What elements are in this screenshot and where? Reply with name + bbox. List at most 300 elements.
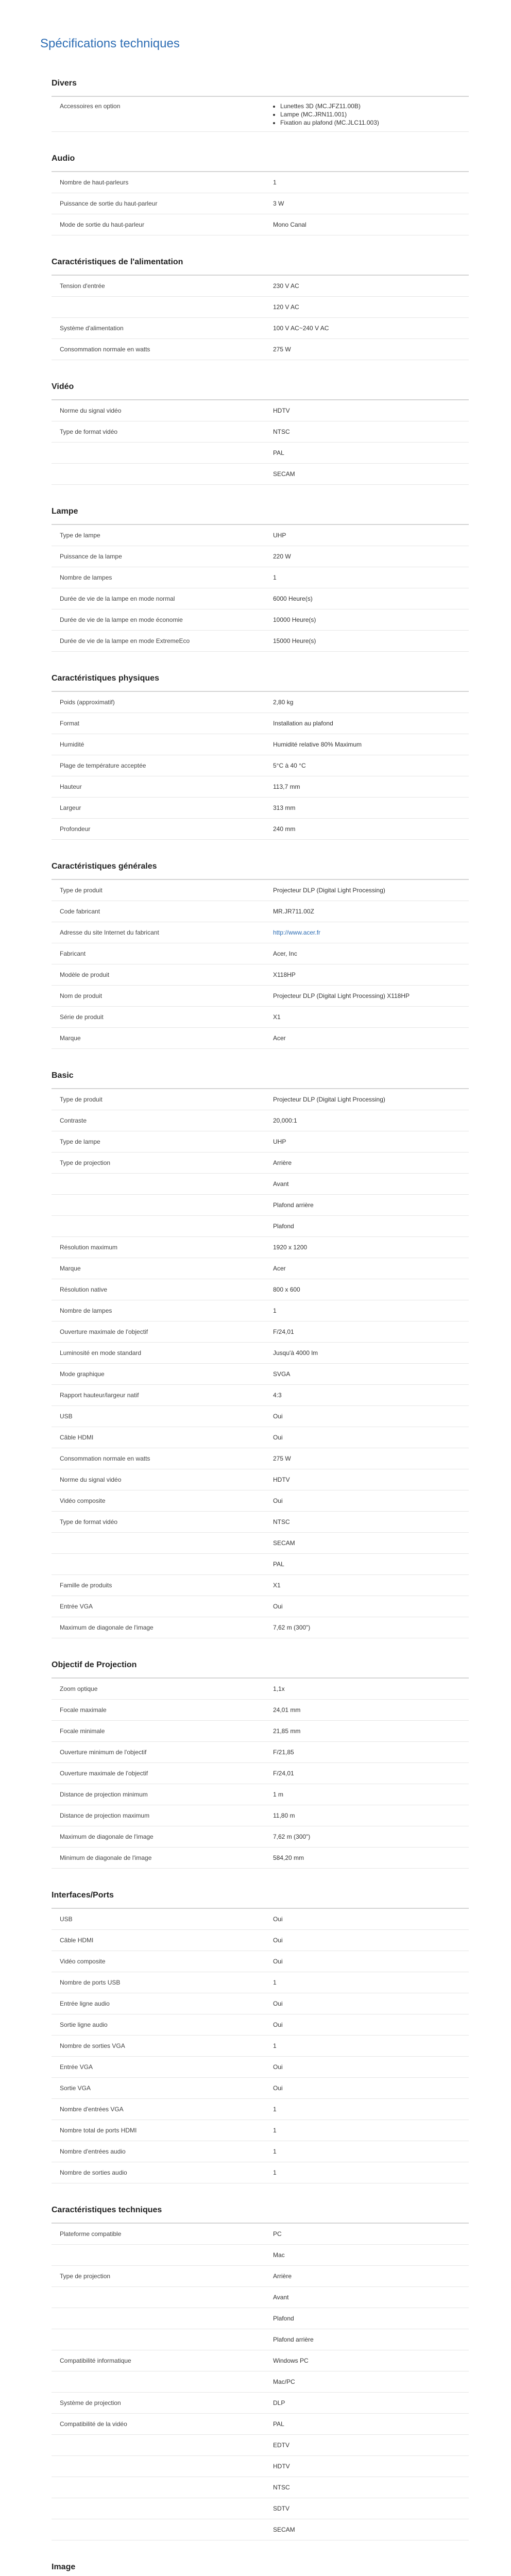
- spec-value: SECAM: [273, 2526, 295, 2533]
- spec-value: 113,7 mm: [273, 783, 300, 790]
- spec-value: UHP: [273, 532, 286, 539]
- spec-label: USB: [60, 1413, 73, 1420]
- spec-row: [52, 609, 469, 631]
- spec-row: [52, 2245, 469, 2266]
- spec-label: Type de projection: [60, 2273, 111, 2280]
- spec-label: Sortie ligne audio: [60, 2021, 108, 2028]
- spec-label: Modèle de produit: [60, 971, 110, 978]
- spec-label: Marque: [60, 1265, 81, 1272]
- spec-value: SDTV: [273, 2505, 290, 2512]
- spec-row: [52, 1951, 469, 1972]
- spec-row: [52, 1721, 469, 1742]
- spec-row: [52, 1364, 469, 1385]
- spec-label: Type de format vidéo: [60, 1518, 118, 1526]
- spec-row: [52, 1993, 469, 2014]
- spec-section: [52, 485, 469, 652]
- spec-section: [52, 1638, 469, 1869]
- spec-label: Marque: [60, 1035, 81, 1042]
- spec-row: [52, 1237, 469, 1258]
- spec-label: Norme du signal vidéo: [60, 407, 122, 414]
- spec-value: Acer: [273, 1265, 286, 1272]
- spec-row: [52, 1596, 469, 1617]
- spec-value: 220 W: [273, 553, 291, 560]
- spec-label: Contraste: [60, 1117, 87, 1124]
- spec-label: Nombre de sorties audio: [60, 2169, 127, 2176]
- spec-row: [52, 1763, 469, 1784]
- spec-value: Projecteur DLP (Digital Light Processing): [273, 887, 385, 894]
- spec-label: Nombre d'entrées audio: [60, 2148, 126, 2155]
- spec-label: Nombre total de ports HDMI: [60, 2127, 137, 2134]
- spec-row: [52, 1448, 469, 1469]
- spec-row: [52, 1216, 469, 1237]
- spec-row: [52, 1805, 469, 1826]
- spec-value: 1: [273, 574, 277, 581]
- spec-value: 584,20 mm: [273, 1854, 304, 1861]
- spec-value: 7,62 m (300"): [273, 1833, 311, 1840]
- spec-label: Nombre de lampes: [60, 1307, 112, 1314]
- spec-label: Câble HDMI: [60, 1434, 94, 1441]
- spec-label: Résolution maximum: [60, 1244, 118, 1251]
- section-heading: Image: [52, 2555, 469, 2576]
- spec-value: 230 V AC: [273, 282, 299, 290]
- spec-label: Série de produit: [60, 1013, 104, 1021]
- spec-row: [52, 2350, 469, 2371]
- spec-label: Distance de projection maximum: [60, 1812, 150, 1819]
- spec-value: Plafond: [273, 2315, 294, 2322]
- spec-value: 2,80 kg: [273, 699, 294, 706]
- spec-value: NTSC: [273, 1518, 290, 1526]
- spec-row: [52, 567, 469, 588]
- spec-value: 24,01 mm: [273, 1706, 301, 1714]
- spec-value: UHP: [273, 1138, 286, 1145]
- spec-row: [52, 1195, 469, 1216]
- spec-value: DLP: [273, 2399, 285, 2406]
- spec-row: [52, 901, 469, 922]
- spec-row: [52, 631, 469, 652]
- spec-value: PAL: [273, 2420, 284, 2428]
- spec-label: Système de projection: [60, 2399, 121, 2406]
- spec-row: [52, 2162, 469, 2183]
- spec-row: [52, 1826, 469, 1848]
- section-heading: Objectif de Projection: [52, 1653, 469, 1679]
- spec-value: Oui: [273, 1937, 283, 1944]
- spec-row: [52, 2014, 469, 2036]
- spec-row: [52, 819, 469, 840]
- spec-row: [52, 2120, 469, 2141]
- spec-value: Windows PC: [273, 2357, 309, 2364]
- spec-row: [52, 2435, 469, 2456]
- spec-value: 10000 Heure(s): [273, 616, 316, 623]
- spec-value: Arrière: [273, 1159, 292, 1166]
- spec-value: HDTV: [273, 2463, 290, 2470]
- spec-value: EDTV: [273, 2442, 290, 2449]
- spec-label: Type de produit: [60, 887, 103, 894]
- section-heading: Lampe: [52, 499, 469, 525]
- spec-value: Oui: [273, 1434, 283, 1441]
- spec-label: Luminosité en mode standard: [60, 1349, 142, 1357]
- spec-label: Ouverture maximale de l'objectif: [60, 1328, 148, 1335]
- spec-row: [52, 1909, 469, 1930]
- spec-section: [52, 1049, 469, 1638]
- spec-value: Oui: [273, 2063, 283, 2071]
- section-heading: Divers: [52, 71, 469, 97]
- spec-value: 313 mm: [273, 804, 296, 811]
- spec-row: [52, 943, 469, 964]
- manufacturer-website-link[interactable]: http://www.acer.fr: [273, 929, 321, 936]
- spec-value: Oui: [273, 2021, 283, 2028]
- spec-row: [52, 2224, 469, 2245]
- spec-row: [52, 1554, 469, 1575]
- spec-label: Norme du signal vidéo: [60, 1476, 122, 1483]
- spec-value: Oui: [273, 1603, 283, 1610]
- spec-row: [52, 546, 469, 567]
- spec-label: Consommation normale en watts: [60, 1455, 150, 1462]
- spec-label: Consommation normale en watts: [60, 346, 150, 353]
- spec-value: PC: [273, 2230, 282, 2238]
- spec-row: [52, 172, 469, 193]
- spec-value: Plafond: [273, 1223, 294, 1230]
- spec-value: 11,80 m: [273, 1812, 295, 1819]
- spec-label: Résolution native: [60, 1286, 108, 1293]
- spec-value: F/21,85: [273, 1749, 294, 1756]
- section-heading: Vidéo: [52, 375, 469, 400]
- spec-label: Poids (approximatif): [60, 699, 115, 706]
- spec-label: Accessoires en option: [60, 103, 121, 110]
- spec-row: [52, 2393, 469, 2414]
- spec-row: [52, 2414, 469, 2435]
- spec-label: Compatibilité de la vidéo: [60, 2420, 127, 2428]
- spec-label: Durée de vie de la lampe en mode ExtremeEco: [60, 637, 190, 645]
- spec-section: [52, 652, 469, 840]
- spec-label: Vidéo composite: [60, 1497, 106, 1504]
- spec-value: Acer, Inc: [273, 950, 297, 957]
- spec-row: [52, 713, 469, 734]
- spec-value: 1: [273, 2106, 277, 2113]
- spec-label: USB: [60, 1916, 73, 1923]
- spec-row: [52, 1279, 469, 1300]
- spec-row: [52, 1679, 469, 1700]
- spec-value: 240 mm: [273, 825, 296, 833]
- spec-value: 1: [273, 1979, 277, 1986]
- spec-row: [52, 214, 469, 235]
- spec-value: 100 V AC~240 V AC: [273, 325, 329, 332]
- spec-value: 1: [273, 2127, 277, 2134]
- spec-section: [52, 57, 469, 132]
- spec-value: 7,62 m (300"): [273, 1624, 311, 1631]
- spec-row: [52, 421, 469, 443]
- spec-section: [52, 2540, 469, 2576]
- spec-value: 800 x 600: [273, 1286, 300, 1293]
- spec-row: [52, 1848, 469, 1869]
- spec-value: NTSC: [273, 2484, 290, 2491]
- spec-value: Oui: [273, 1958, 283, 1965]
- spec-label: Largeur: [60, 804, 81, 811]
- spec-value: Acer: [273, 1035, 286, 1042]
- spec-label: Mode de sortie du haut-parleur: [60, 221, 145, 228]
- spec-label: Type de format vidéo: [60, 428, 118, 435]
- spec-label: Sortie VGA: [60, 2084, 91, 2092]
- spec-value: Oui: [273, 1497, 283, 1504]
- spec-value: NTSC: [273, 428, 290, 435]
- spec-label: Distance de projection minimum: [60, 1791, 148, 1798]
- spec-row: [52, 986, 469, 1007]
- spec-label: Type de projection: [60, 1159, 111, 1166]
- section-heading: Caractéristiques de l'alimentation: [52, 250, 469, 276]
- spec-value: [273, 928, 469, 937]
- spec-label: Vidéo composite: [60, 1958, 106, 1965]
- spec-row: [52, 464, 469, 485]
- spec-value: 1 m: [273, 1791, 284, 1798]
- spec-value: 4:3: [273, 1392, 282, 1399]
- spec-label: Focale maximale: [60, 1706, 107, 1714]
- spec-value: 15000 Heure(s): [273, 637, 316, 645]
- spec-value: 21,85 mm: [273, 1727, 301, 1735]
- spec-value: 1: [273, 179, 277, 186]
- spec-label: Ouverture minimum de l'objectif: [60, 1749, 147, 1756]
- spec-row: [52, 1110, 469, 1131]
- spec-label: Entrée VGA: [60, 2063, 93, 2071]
- spec-value: HDTV: [273, 1476, 290, 1483]
- spec-label: Compatibilité informatique: [60, 2357, 131, 2364]
- spec-value: Mac/PC: [273, 2378, 295, 2385]
- spec-label: Format: [60, 720, 80, 727]
- spec-value: Avant: [273, 1180, 289, 1188]
- spec-row: [52, 1300, 469, 1321]
- spec-row: [52, 1469, 469, 1490]
- section-heading: Audio: [52, 146, 469, 172]
- spec-row: [52, 2036, 469, 2057]
- spec-row: [52, 1972, 469, 1993]
- spec-value: HDTV: [273, 407, 290, 414]
- spec-label: Entrée ligne audio: [60, 2000, 110, 2007]
- spec-label: Focale minimale: [60, 1727, 105, 1735]
- spec-value: PAL: [273, 1561, 284, 1568]
- spec-row: [52, 1131, 469, 1153]
- spec-label: Système d'alimentation: [60, 325, 124, 332]
- spec-value-list: [273, 102, 469, 127]
- spec-row: [52, 1258, 469, 1279]
- spec-label: Ouverture maximale de l'objectif: [60, 1770, 148, 1777]
- spec-value: Installation au plafond: [273, 720, 333, 727]
- spec-value: Oui: [273, 2084, 283, 2092]
- spec-row: [52, 443, 469, 464]
- spec-label: Puissance de la lampe: [60, 553, 122, 560]
- spec-value: Oui: [273, 1916, 283, 1923]
- spec-row: [52, 964, 469, 986]
- spec-label: Nombre de lampes: [60, 574, 112, 581]
- section-heading: Interfaces/Ports: [52, 1883, 469, 1909]
- spec-label: Plage de température acceptée: [60, 762, 146, 769]
- spec-label: Minimum de diagonale de l'image: [60, 1854, 152, 1861]
- spec-row: [52, 776, 469, 798]
- spec-value-item: • Fixation au plafond (MC.JLC11.003): [280, 118, 469, 127]
- page-title: Spécifications techniques: [40, 37, 180, 50]
- spec-row: [52, 1575, 469, 1596]
- spec-value: 1: [273, 2169, 277, 2176]
- spec-row: [52, 1089, 469, 1110]
- spec-section: [52, 1869, 469, 2183]
- spec-row: [52, 755, 469, 776]
- spec-value: MR.JR711.00Z: [273, 908, 314, 915]
- spec-label: Nombre d'entrées VGA: [60, 2106, 124, 2113]
- spec-row: [52, 2287, 469, 2308]
- spec-row: [52, 339, 469, 360]
- spec-section: [52, 840, 469, 1049]
- spec-label: Zoom optique: [60, 1685, 98, 1692]
- spec-row: [52, 97, 469, 132]
- spec-row: [52, 297, 469, 318]
- spec-value: 20,000:1: [273, 1117, 297, 1124]
- spec-row: [52, 1930, 469, 1951]
- spec-value: 275 W: [273, 1455, 291, 1462]
- spec-value: Plafond arrière: [273, 2336, 314, 2343]
- spec-value: 1: [273, 1307, 277, 1314]
- spec-label: Mode graphique: [60, 1370, 105, 1378]
- spec-row: [52, 2371, 469, 2393]
- spec-value: Oui: [273, 1413, 283, 1420]
- spec-section: [52, 360, 469, 485]
- spec-label: Code fabricant: [60, 908, 100, 915]
- spec-label: Maximum de diagonale de l'image: [60, 1624, 154, 1631]
- section-heading: Caractéristiques générales: [52, 854, 469, 880]
- spec-label: Durée de vie de la lampe en mode économie: [60, 616, 183, 623]
- spec-row: [52, 880, 469, 901]
- spec-value: F/24,01: [273, 1770, 294, 1777]
- spec-row: [52, 922, 469, 943]
- spec-value: Plafond arrière: [273, 1201, 314, 1209]
- spec-label: Adresse du site Internet du fabricant: [60, 929, 159, 936]
- spec-value: 3 W: [273, 200, 284, 207]
- spec-row: [52, 1343, 469, 1364]
- section-heading: Caractéristiques techniques: [52, 2198, 469, 2224]
- spec-value: Humidité relative 80% Maximum: [273, 741, 362, 748]
- spec-label: Maximum de diagonale de l'image: [60, 1833, 154, 1840]
- spec-label: Nombre de haut-parleurs: [60, 179, 129, 186]
- spec-label: Rapport hauteur/largeur natif: [60, 1392, 139, 1399]
- spec-value: SVGA: [273, 1370, 291, 1378]
- spec-value: 1: [273, 2148, 277, 2155]
- spec-row: [52, 1617, 469, 1638]
- spec-label: Plateforme compatible: [60, 2230, 122, 2238]
- spec-row: [52, 588, 469, 609]
- spec-row: [52, 1028, 469, 1049]
- spec-label: Famille de produits: [60, 1582, 112, 1589]
- spec-label: Tension d'entrée: [60, 282, 105, 290]
- spec-value: 1920 x 1200: [273, 1244, 308, 1251]
- spec-value: 5°C à 40 °C: [273, 762, 306, 769]
- spec-row: [52, 734, 469, 755]
- spec-section: [52, 2183, 469, 2540]
- spec-value: 1,1x: [273, 1685, 285, 1692]
- spec-row: [52, 525, 469, 546]
- spec-value: Mac: [273, 2251, 285, 2259]
- spec-row: [52, 1490, 469, 1512]
- section-heading: Caractéristiques physiques: [52, 666, 469, 692]
- spec-row: [52, 1153, 469, 1174]
- spec-label: Fabricant: [60, 950, 86, 957]
- spec-value: F/24,01: [273, 1328, 294, 1335]
- spec-row: [52, 2099, 469, 2120]
- spec-value: Oui: [273, 2000, 283, 2007]
- spec-row: [52, 692, 469, 713]
- spec-row: [52, 1784, 469, 1805]
- spec-value: 120 V AC: [273, 303, 299, 311]
- spec-row: [52, 318, 469, 339]
- spec-label: Nom de produit: [60, 992, 103, 999]
- spec-value: Mono Canal: [273, 221, 306, 228]
- spec-row: [52, 2498, 469, 2519]
- spec-row: [52, 1742, 469, 1763]
- spec-label: Humidité: [60, 741, 84, 748]
- spec-value: [273, 102, 469, 127]
- spec-value: Arrière: [273, 2273, 292, 2280]
- spec-row: [52, 1321, 469, 1343]
- spec-row: [52, 1007, 469, 1028]
- spec-row: [52, 798, 469, 819]
- spec-value: Jusqu'à 4000 lm: [273, 1349, 318, 1357]
- spec-row: [52, 2057, 469, 2078]
- spec-value: X1: [273, 1013, 281, 1021]
- spec-row: [52, 2456, 469, 2477]
- spec-row: [52, 1700, 469, 1721]
- spec-label: Nombre de ports USB: [60, 1979, 121, 1986]
- spec-value: Avant: [273, 2294, 289, 2301]
- spec-label: Nombre de sorties VGA: [60, 2042, 125, 2049]
- spec-row: [52, 1427, 469, 1448]
- spec-label: Hauteur: [60, 783, 82, 790]
- spec-row: [52, 400, 469, 421]
- spec-label: Puissance de sortie du haut-parleur: [60, 200, 158, 207]
- spec-label: Type de produit: [60, 1096, 103, 1103]
- spec-row: [52, 1512, 469, 1533]
- spec-row: [52, 2141, 469, 2162]
- spec-label: Durée de vie de la lampe en mode normal: [60, 595, 175, 602]
- spec-row: [52, 2266, 469, 2287]
- spec-label: Profondeur: [60, 825, 91, 833]
- spec-row: [52, 276, 469, 297]
- spec-value: Projecteur DLP (Digital Light Processing) X118HP: [273, 992, 410, 999]
- spec-row: [52, 1174, 469, 1195]
- spec-section: [52, 132, 469, 235]
- spec-row: [52, 2477, 469, 2498]
- spec-value: X118HP: [273, 971, 296, 978]
- spec-row: [52, 2519, 469, 2540]
- spec-label: Type de lampe: [60, 532, 100, 539]
- spec-label: Entrée VGA: [60, 1603, 93, 1610]
- spec-value: 275 W: [273, 346, 291, 353]
- spec-value: SECAM: [273, 470, 295, 478]
- spec-row: [52, 2078, 469, 2099]
- spec-value: X1: [273, 1582, 281, 1589]
- spec-value: PAL: [273, 449, 284, 456]
- section-heading: Basic: [52, 1063, 469, 1089]
- spec-label: Type de lampe: [60, 1138, 100, 1145]
- spec-value: 1: [273, 2042, 277, 2049]
- spec-row: [52, 1406, 469, 1427]
- spec-row: [52, 193, 469, 214]
- spec-row: [52, 1385, 469, 1406]
- spec-row: [52, 1533, 469, 1554]
- spec-row: [52, 2308, 469, 2329]
- spec-value-item: • Lunettes 3D (MC.JFZ11.00B): [280, 102, 469, 110]
- spec-value: 6000 Heure(s): [273, 595, 313, 602]
- spec-value-item: • Lampe (MC.JRN11.001): [280, 110, 469, 118]
- spec-sections: [52, 53, 469, 2576]
- spec-value: SECAM: [273, 1539, 295, 1547]
- spec-section: [52, 235, 469, 360]
- spec-row: [52, 2329, 469, 2350]
- spec-label: Câble HDMI: [60, 1937, 94, 1944]
